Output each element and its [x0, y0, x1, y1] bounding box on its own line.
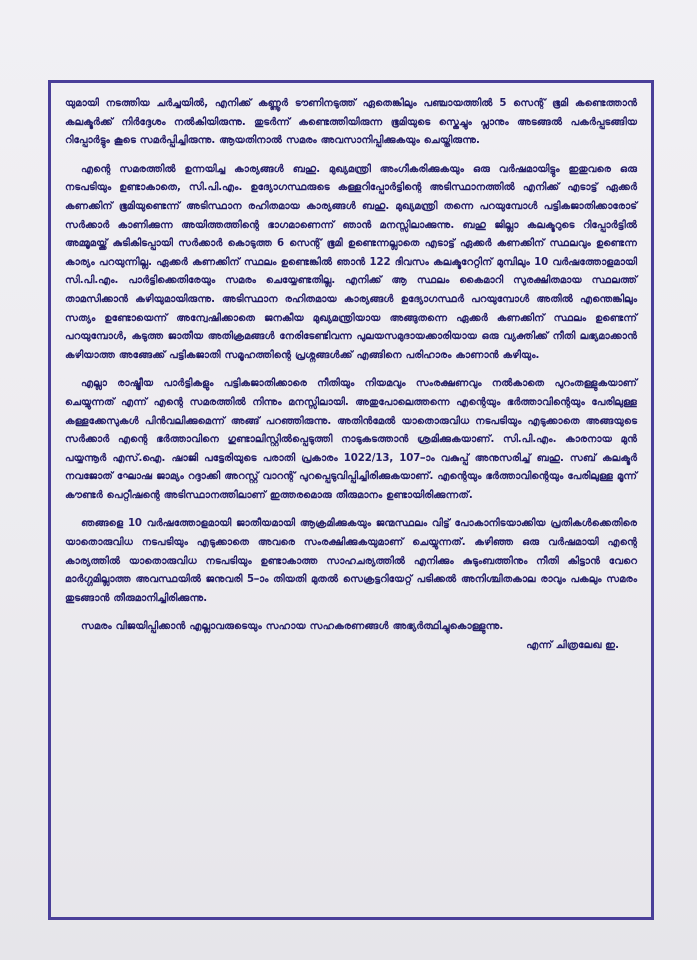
text-frame	[48, 80, 654, 920]
paragraph-5: സമരം വിജയിപ്പിക്കാൻ എല്ലാവരുടെയും സഹായ സഹകരണങ്ങൾ അഭ്യർത്ഥിച്ചുകൊള്ളുന്നു.	[81, 621, 504, 633]
signature: എന്ന് ചിത്രലേഖ ഇ.	[526, 640, 619, 652]
paragraph-4: ഞങ്ങളെ 10 വർഷത്തോളമായി ജാതീയമായി ആക്രമിക്കുകയും ജന്മസ്ഥലം വിട്ട് പോകാനിടയാക്കിയ പ്രതികൾക്കെതിരെ യാതൊരുവിധ നടപടിയും എടുക്കാതെ അവരെ സംരക്ഷിക്കുകയുമാണ് ചെയ്യുന്നത്. കഴിഞ്ഞ ഒരു വർഷമായി എന്റെ കാര്യത്തിൽ യാതൊരുവിധ നടപടിയും ഉണ്ടാകാത്ത സാഹചര്യത്തിൽ എനിക്കും കുടുംബത്തിനും നീതി കിട്ടാൻ വേറെ മാർഗ്ഗമില്ലാത്ത അവസ്ഥയിൽ ജനുവരി 5–ാം തിയതി മുതൽ സെക്രട്ടറിയേറ്റ് പടിക്കൽ അനിശ്ചിതകാല രാവും പകലും സമരം തുടങ്ങാൻ തീരുമാനിച്ചിരിക്കുന്നു.	[65, 518, 637, 604]
paragraph-1: യുമായി നടത്തിയ ചർച്ചയിൽ, എനിക്ക് കണ്ണൂർ ടൗണിനടുത്ത് ഏതെങ്കിലും പഞ്ചായത്തിൽ 5 സെന്റ് ഭൂമി കണ്ടെത്താൻ കലക്ടർക്ക് നിർദ്ദേശം നൽകിയിരുന്നു. തുടർന്ന് കണ്ടെത്തിയിരുന്ന ഭൂമിയുടെ സ്കെച്ചും പ്ലാനും അടങ്ങൽ പകർപ്പടങ്ങിയ റിപ്പോർട്ടും കൂടെ സമർപ്പിച്ചിരുന്നു. ആയതിനാൽ സമരം അവസാനിപ്പിക്കുകയും ചെയ്തിരുന്നു.	[65, 98, 637, 147]
paragraph-3: എല്ലാ രാഷ്ട്രീയ പാർട്ടികളും പട്ടികജാതിക്കാരെ നീതിയും നിയമവും സംരക്ഷണവും നൽകാതെ പുറംതള്ളുകയാണ് ചെയ്യുന്നത് എന്ന് എന്റെ സമരത്തിൽ നിന്നും മനസ്സിലായി. അതുപോലെത്തന്നെ എന്റെയും ഭർത്താവിന്റെയും പേരിലുള്ള കള്ളക്കേസുകൾ പിൻവലിക്കുമെന്ന് അങ്ങ് പറഞ്ഞിരുന്നു. അതിൻമേൽ യാതൊരുവിധ നടപടിയും എടുക്കാതെ അങ്ങയുടെ സർക്കാർ എന്റെ ഭർത്താവിനെ ഗുണ്ടാലിസ്റ്റിൽപ്പെടുത്തി നാടുകടത്താൻ ശ്രമിക്കുകയാണ്. സി.പി.എം. കാരനായ മുൻ പയ്യന്നൂർ എസ്.ഐ. ഷാജി പട്ടേരിയുടെ പരാതി പ്രകാരം 1022/13, 107–ാം വകുപ്പ് അനുസരിച്ച് ബഹു. സബ് കലക്ടർ നവജോത് ഘോഷ ജാമ്യം റദ്ദാക്കി അറസ്റ്റ് വാറന്റ് പുറപ്പെടുവിപ്പിച്ചിരിക്കുകയാണ്. എന്റെയും ഭർത്താവിന്റെയും പേരിലുള്ള മൂന്ന് കൗണ്ടർ പെറ്റീഷന്റെ അടിസ്ഥാനത്തിലാണ് ഇത്തരമൊരു തീരുമാനം ഉണ്ടായിരിക്കുന്നത്.	[65, 378, 637, 501]
paragraph-2: എന്റെ സമരത്തിൽ ഉന്നയിച്ച കാര്യങ്ങൾ ബഹു. മുഖ്യമന്ത്രി അംഗീകരിക്കുകയും ഒരു വർഷമായിട്ടും ഇതുവരെ ഒരു നടപടിയും ഉണ്ടാകാതെ, സി.പി.എം. ഉദ്യോഗസ്ഥരുടെ കള്ളറിപ്പോർട്ടിന്റെ അടിസ്ഥാനത്തിൽ എനിക്ക് എടാട്ട് ഏക്കർ കണക്കിന് ഭൂമിയുണ്ടെന്ന് അടിസ്ഥാന രഹിതമായ കാര്യങ്ങൾ ബഹു. മുഖ്യമന്ത്രി തന്നെ പറയുമ്പോൾ പട്ടികജാതിക്കാരോട് സർക്കാർ കാണിക്കുന്ന അയിത്തത്തിന്റെ ഭാഗമാണെന്ന് ഞാൻ മനസ്സിലാക്കുന്നു. ബഹു ജില്ലാ കലക്ടറുടെ റിപ്പോർട്ടിൽ അമ്മൂമയ്ക്ക് കുടികിടപ്പായി സർക്കാർ കൊടുത്ത 6 സെന്റ് ഭൂമി ഉണ്ടെന്നല്ലാതെ എടാട്ട് ഏക്കർ കണക്കിന് സ്ഥലവും ഉണ്ടെന്ന കാര്യം പറയുന്നില്ല. ഏക്കർ കണക്കിന് സ്ഥലം ഉണ്ടെങ്കിൽ ഞാൻ 122 ദിവസം കലക്ടറേറ്റിന് മുമ്പിലും 10 വർഷത്തോളമായി സി.പി.എം. പാർട്ടിക്കെതിരേയും സമരം ചെയ്യേണ്ടതില്ല. എനിക്ക് ആ സ്ഥലം കൈമാറി സുരക്ഷിതമായ സ്ഥലത്ത് താമസിക്കാൻ കഴിയുമായിരുന്നു. അടിസ്ഥാന രഹിതമായ കാര്യങ്ങൾ ഉദ്യോഗസ്ഥർ പറയുമ്പോൾ അതിൽ എന്തെങ്കിലും സത്യം ഉണ്ടോയെന്ന് അന്വേഷിക്കാതെ ജനകീയ മുഖ്യമന്ത്രിയായ അങ്ങുതന്നെ ഏക്കർ കണക്കിന് സ്ഥലം ഉണ്ടെന്ന് പറയുമ്പോൾ, കടുത്ത ജാതീയ അതിക്രമങ്ങൾ നേരിടേണ്ടിവന്ന പുലയസമുദായക്കാരിയായ ഒരു വ്യക്തിക്ക് നീതി ലഭ്യമാക്കാൻ കഴിയാത്ത അങ്ങേക്ക് പട്ടികജാതി സമൂഹത്തിന്റെ പ്രശ്നങ്ങൾക്ക് എങ്ങിനെ പരിഹാരം കാണാൻ കഴിയും.	[65, 163, 637, 361]
